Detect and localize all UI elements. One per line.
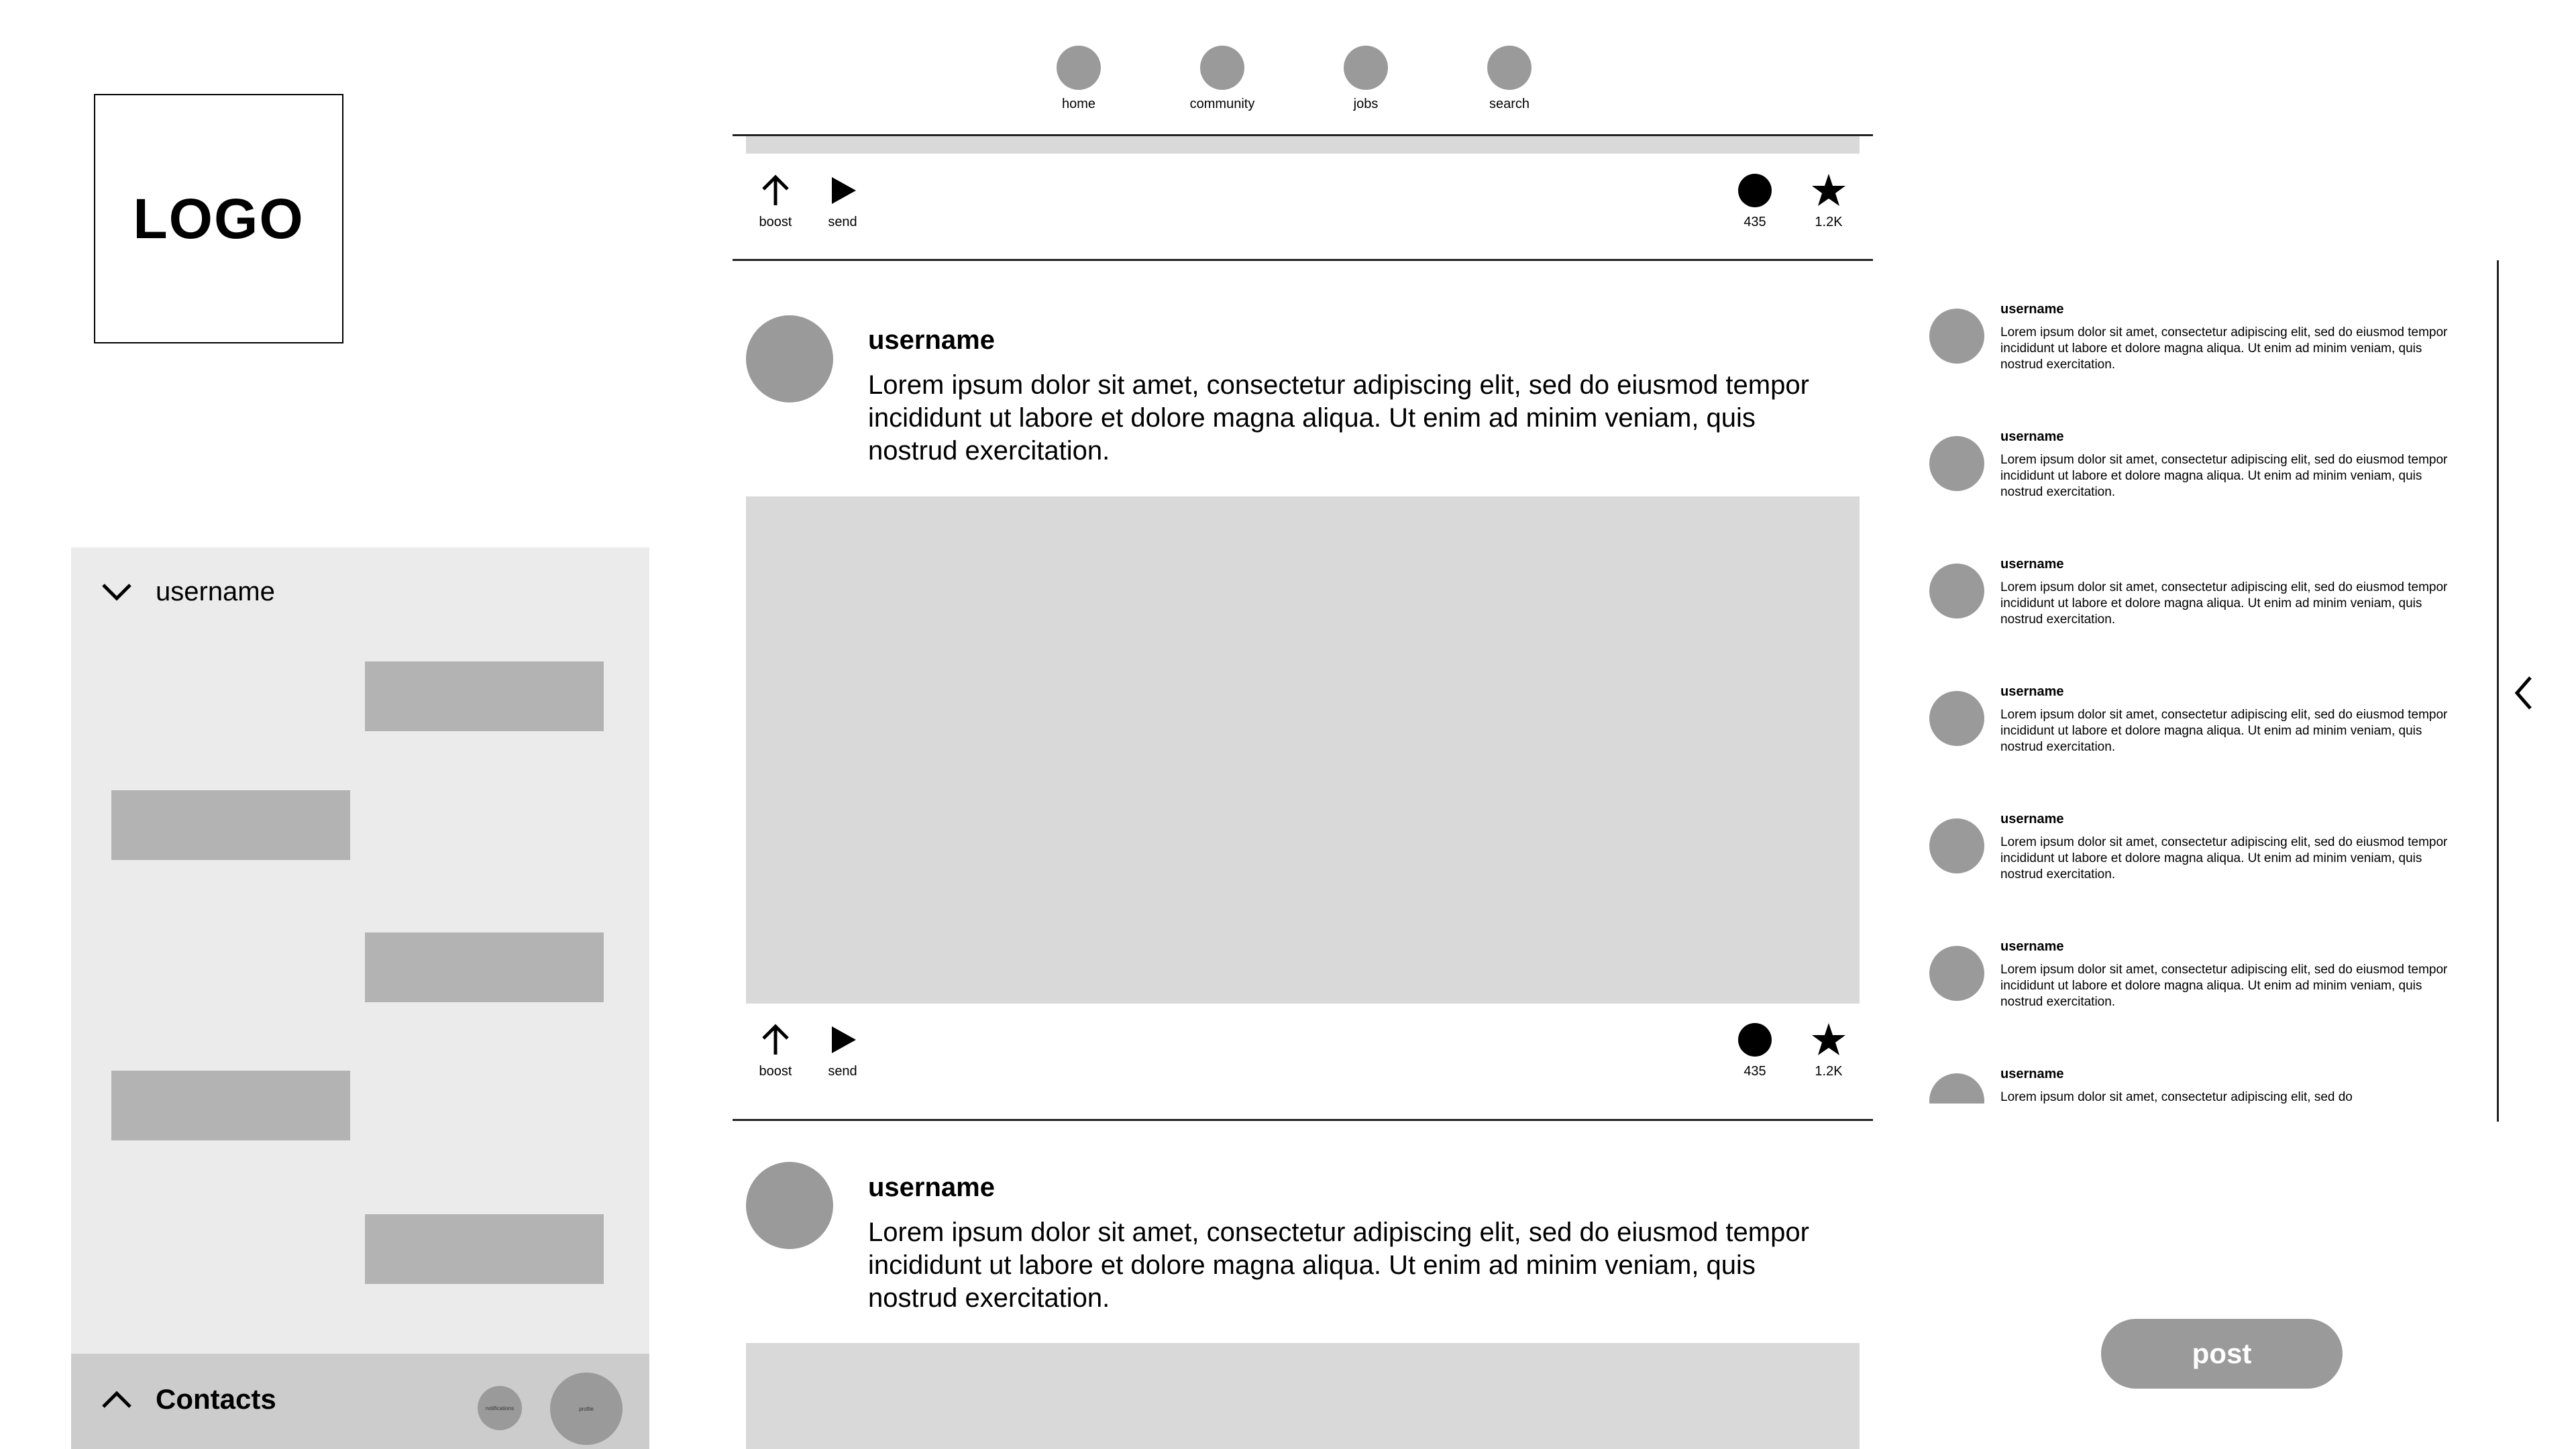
post-text: Lorem ipsum dolor sit amet, consectetur adipiscing elit, sed do eiusmod tempor incididunt ut labore et dolore magna aliqua. Ut enim ad minim veniam, quis nostrud exercitation. bbox=[868, 370, 1809, 466]
avatar bbox=[1929, 1073, 1984, 1104]
chevron-left-icon[interactable] bbox=[2513, 675, 2534, 711]
nav-label: jobs bbox=[1353, 97, 1379, 111]
star-count-label: 1.2K bbox=[1815, 215, 1843, 229]
chat-message-sent bbox=[365, 1214, 604, 1284]
count-label: 435 bbox=[1743, 1064, 1766, 1079]
avatar bbox=[1929, 946, 1984, 1001]
send-button[interactable] bbox=[809, 1021, 876, 1079]
count-button[interactable] bbox=[1721, 1021, 1788, 1079]
nav-search[interactable] bbox=[1456, 46, 1563, 112]
nav-label: search bbox=[1489, 97, 1530, 111]
post-button-label: post bbox=[2192, 1338, 2252, 1369]
side-username: username bbox=[2000, 557, 2064, 572]
boost-button[interactable] bbox=[742, 172, 809, 230]
avatar bbox=[1929, 309, 1984, 364]
nav-label: home bbox=[1061, 97, 1096, 111]
avatar bbox=[1929, 436, 1984, 491]
star-icon bbox=[1810, 1021, 1847, 1059]
previous-post-media bbox=[746, 136, 1860, 154]
notifications-button[interactable] bbox=[478, 1386, 522, 1430]
nav-label: community bbox=[1189, 97, 1255, 111]
avatar[interactable] bbox=[746, 1162, 833, 1249]
side-panel-divider bbox=[2497, 260, 2499, 1122]
post-text: Lorem ipsum dolor sit amet, consectetur adipiscing elit, sed do eiusmod tempor incididunt ut labore et dolore magna aliqua. Ut enim ad minim veniam, quis nostrud exercitation. bbox=[868, 1218, 1809, 1313]
search-icon bbox=[1487, 46, 1532, 90]
avatar bbox=[1929, 818, 1984, 873]
boost-button[interactable] bbox=[742, 1021, 809, 1079]
side-text: Lorem ipsum dolor sit amet, consectetur adipiscing elit, sed do bbox=[2000, 1090, 2353, 1104]
post-username[interactable]: username bbox=[868, 1173, 995, 1202]
side-username: username bbox=[2000, 812, 2064, 826]
arrow-up-icon bbox=[757, 1021, 794, 1059]
side-text: Lorem ipsum dolor sit amet, consectetur adipiscing elit, sed do eiusmod tempor incididunt ut labore et dolore magna aliqua. Ut enim ad minim veniam, quis nostrud exercitation. bbox=[2000, 453, 2448, 499]
star-button[interactable] bbox=[1795, 172, 1862, 230]
profile-button[interactable] bbox=[550, 1373, 623, 1445]
home-icon bbox=[1057, 46, 1101, 90]
side-username: username bbox=[2000, 1067, 2064, 1081]
chat-message-received bbox=[111, 790, 350, 860]
chat-message-received bbox=[111, 1071, 350, 1140]
side-username: username bbox=[2000, 429, 2064, 444]
count-button[interactable] bbox=[1721, 172, 1788, 230]
send-label: send bbox=[828, 1064, 857, 1079]
nav-jobs[interactable] bbox=[1312, 46, 1419, 112]
star-icon bbox=[1810, 172, 1847, 209]
profile-label: profile bbox=[579, 1405, 594, 1412]
side-username: username bbox=[2000, 684, 2064, 699]
count-label: 435 bbox=[1743, 215, 1766, 229]
send-label: send bbox=[828, 215, 857, 229]
boost-label: boost bbox=[759, 1064, 792, 1079]
side-text: Lorem ipsum dolor sit amet, consectetur adipiscing elit, sed do eiusmod tempor incididunt ut labore et dolore magna aliqua. Ut enim ad minim veniam, quis nostrud exercitation. bbox=[2000, 708, 2448, 754]
avatar[interactable] bbox=[746, 315, 833, 402]
side-text: Lorem ipsum dolor sit amet, consectetur adipiscing elit, sed do eiusmod tempor incididunt ut labore et dolore magna aliqua. Ut enim ad minim veniam, quis nostrud exercitation. bbox=[2000, 580, 2448, 627]
send-button[interactable] bbox=[809, 172, 876, 230]
community-icon bbox=[1200, 46, 1244, 90]
post-media[interactable] bbox=[746, 1343, 1860, 1449]
side-username: username bbox=[2000, 302, 2064, 317]
post-media[interactable] bbox=[746, 496, 1860, 1004]
jobs-icon bbox=[1344, 46, 1388, 90]
post-username[interactable]: username bbox=[868, 325, 995, 355]
divider bbox=[733, 259, 1873, 261]
chevron-down-icon[interactable] bbox=[101, 582, 133, 602]
star-count-label: 1.2K bbox=[1815, 1064, 1843, 1079]
side-text: Lorem ipsum dolor sit amet, consectetur adipiscing elit, sed do eiusmod tempor incididunt ut labore et dolore magna aliqua. Ut enim ad minim veniam, quis nostrud exercitation. bbox=[2000, 963, 2448, 1009]
divider bbox=[733, 1119, 1873, 1121]
chat-message-sent bbox=[365, 661, 604, 731]
side-feed bbox=[1919, 295, 2455, 1104]
avatar bbox=[1929, 691, 1984, 746]
avatar bbox=[1929, 564, 1984, 619]
side-username: username bbox=[2000, 939, 2064, 954]
nav-home[interactable] bbox=[1025, 46, 1132, 112]
contacts-label: Contacts bbox=[156, 1383, 276, 1415]
arrow-up-icon bbox=[757, 172, 794, 209]
post-button[interactable] bbox=[2101, 1319, 2343, 1389]
boost-label: boost bbox=[759, 215, 792, 229]
contacts-toggle[interactable] bbox=[101, 1383, 276, 1415]
logo[interactable] bbox=[94, 94, 343, 343]
side-text: Lorem ipsum dolor sit amet, consectetur adipiscing elit, sed do eiusmod tempor incididunt ut labore et dolore magna aliqua. Ut enim ad minim veniam, quis nostrud exercitation. bbox=[2000, 325, 2448, 372]
star-button[interactable] bbox=[1795, 1021, 1862, 1079]
notifications-label: notifications bbox=[485, 1405, 515, 1411]
dot-icon bbox=[1736, 1021, 1774, 1059]
send-play-icon bbox=[824, 1021, 861, 1059]
send-play-icon bbox=[824, 172, 861, 209]
chat-username: username bbox=[156, 577, 275, 606]
nav-community[interactable] bbox=[1169, 46, 1276, 112]
chat-message-sent bbox=[365, 932, 604, 1002]
side-text: Lorem ipsum dolor sit amet, consectetur adipiscing elit, sed do eiusmod tempor incididunt ut labore et dolore magna aliqua. Ut enim ad minim veniam, quis nostrud exercitation. bbox=[2000, 835, 2448, 881]
chevron-up-icon[interactable] bbox=[101, 1389, 133, 1409]
logo-text: LOGO bbox=[133, 186, 305, 250]
dot-icon bbox=[1736, 172, 1774, 209]
chat-header[interactable] bbox=[101, 577, 275, 607]
